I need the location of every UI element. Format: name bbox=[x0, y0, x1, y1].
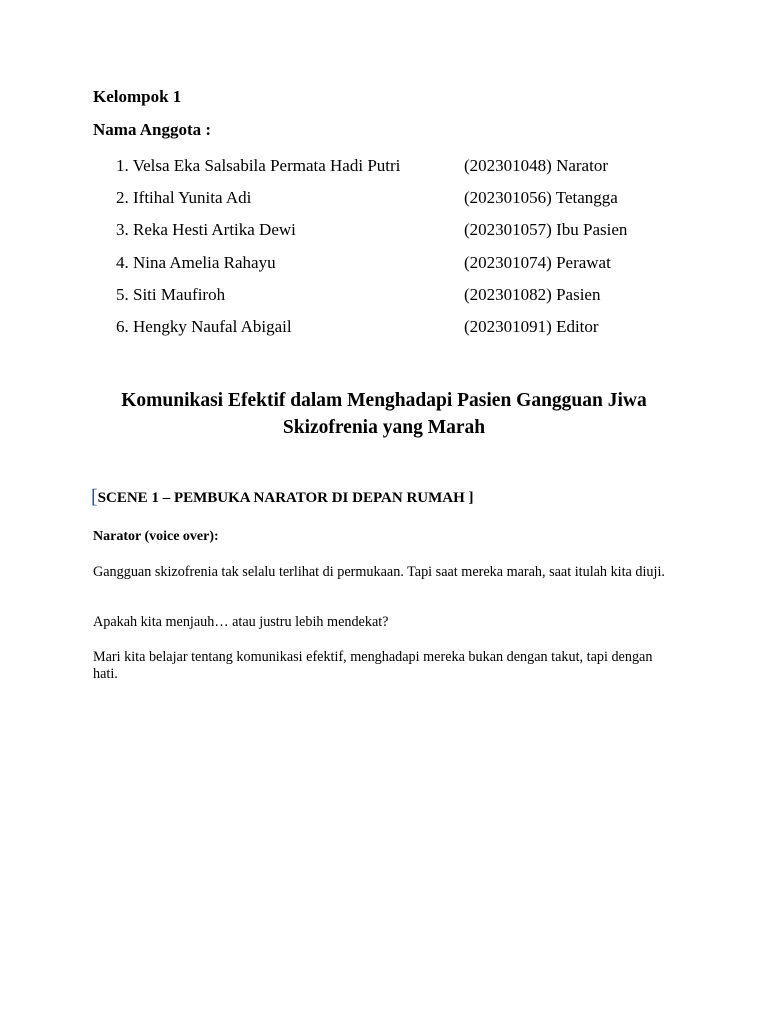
member-name: 4. Nina Amelia Rahayu bbox=[116, 252, 276, 272]
list-item bbox=[116, 220, 716, 252]
list-item bbox=[116, 253, 716, 285]
scene-bracket: [ bbox=[91, 486, 98, 508]
document-title bbox=[90, 387, 678, 441]
member-role: (202301074) Perawat bbox=[464, 252, 611, 272]
member-name: 1. Velsa Eka Salsabila Permata Hadi Putri bbox=[116, 156, 401, 175]
list-item bbox=[116, 285, 716, 317]
member-list bbox=[116, 156, 716, 349]
group-heading: Kelompok 1 bbox=[93, 87, 182, 106]
member-role: (202301082) Pasien bbox=[464, 284, 601, 304]
narration-paragraph: Apakah kita menjauh… atau justru lebih mendekat? bbox=[93, 614, 389, 630]
list-item bbox=[116, 317, 716, 349]
member-name: 5. Siti Maufiroh bbox=[116, 284, 226, 304]
member-name: 2. Iftihal Yunita Adi bbox=[116, 188, 252, 208]
member-name: 6. Hengky Naufal Abigail bbox=[116, 316, 292, 336]
member-name: 3. Reka Hesti Artika Dewi bbox=[116, 220, 296, 240]
narration-paragraph: Mari kita belajar tentang komunikasi efektif, menghadapi mereka bukan dengan takut, tapi dengan hati. bbox=[93, 649, 653, 682]
narration-paragraph: Gangguan skizofrenia tak selalu terlihat di permukaan. Tapi saat mereka marah, saat itulah kita diuji. bbox=[93, 564, 665, 580]
scene-heading bbox=[91, 486, 474, 509]
member-role: (202301056) Tetangga bbox=[464, 188, 618, 208]
title-line-1: Komunikasi Efektif dalam Menghadapi Pasien Gangguan Jiwa bbox=[121, 390, 647, 411]
scene-heading-text: SCENE 1 – PEMBUKA NARATOR DI DEPAN RUMAH ] bbox=[97, 490, 474, 506]
member-role: (202301057) Ibu Pasien bbox=[464, 220, 628, 240]
title-line-2: Skizofrenia yang Marah bbox=[282, 417, 486, 438]
list-item bbox=[116, 156, 716, 188]
list-item bbox=[116, 188, 716, 220]
member-role: (202301091) Editor bbox=[464, 316, 599, 336]
members-label: Nama Anggota : bbox=[93, 120, 212, 139]
speaker-label: Narator (voice over): bbox=[93, 529, 219, 544]
member-role: (202301048) Narator bbox=[464, 156, 608, 175]
